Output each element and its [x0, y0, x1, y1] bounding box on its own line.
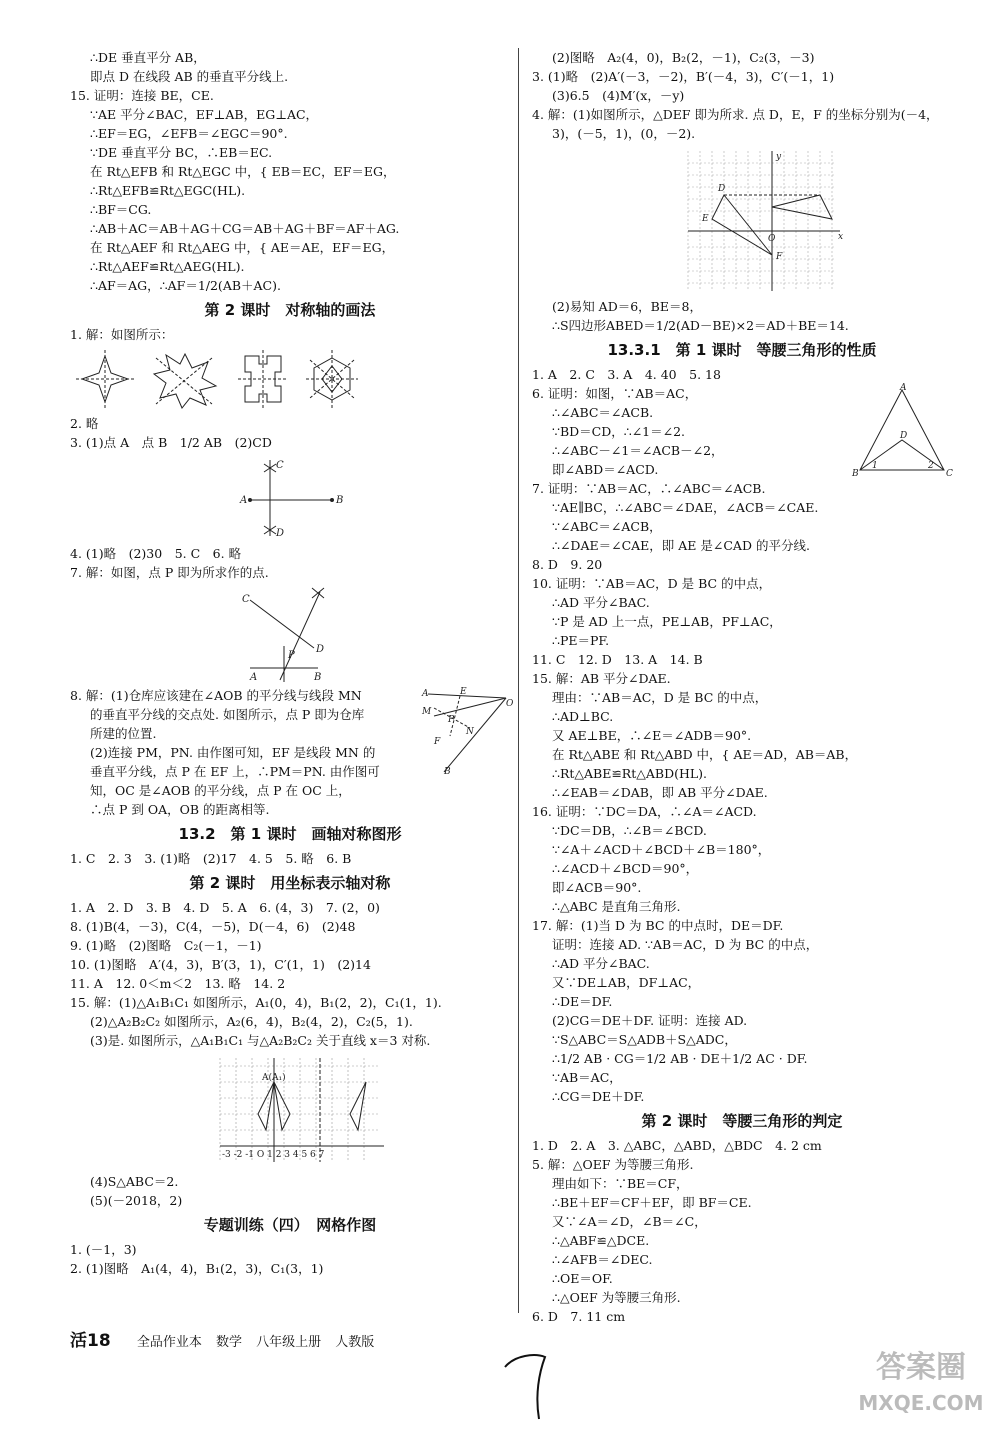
text-line: 垂直平分线，点 P 在 EF 上，∴PM＝PN. 由作图可 — [90, 764, 380, 779]
text-line: ∴AD 平分∠BAC. — [552, 956, 650, 971]
text-line: 1. A 2. C 3. A 4. 40 5. 18 — [532, 367, 721, 382]
text-line: 7. 解：如图，点 P 即为所求作的点. — [70, 565, 269, 580]
svg-text:B: B — [336, 495, 344, 506]
text-line: 8. (1)B(4，－3)，C(4，－5)，D(－4，6) (2)48 — [70, 919, 356, 934]
text-line: 10. 证明：∵AB＝AC，D 是 BC 的中点， — [532, 576, 772, 591]
watermark-text: 答案圈 — [876, 1350, 966, 1385]
text-line: ∵∠A＋∠ACD＋∠BCD＋∠B＝180°， — [552, 842, 771, 857]
text-line: (3)是. 如图所示，△A₁B₁C₁ 与△A₂B₂C₂ 关于直线 x＝3 对称. — [90, 1033, 431, 1048]
text-line: 4. (1)略 (2)30 5. C 6. 略 — [70, 546, 242, 561]
text-line: 7. 证明：∵AB＝AC，∴∠ABC＝∠ACB. — [532, 481, 766, 496]
text-line: (2)△A₂B₂C₂ 如图所示，A₂(6，4)，B₂(4，2)，C₂(5，1). — [90, 1014, 413, 1029]
svg-text:-3 -2 -1 O 1 2 3 4 5 6 7: -3 -2 -1 O 1 2 3 4 5 6 7 — [222, 1150, 325, 1160]
text-line: ∵DC＝DB，∴∠B＝∠BCD. — [552, 823, 707, 838]
svg-text:O: O — [506, 699, 514, 709]
svg-text:B: B — [852, 469, 859, 479]
text-line: ∵BD＝CD，∴∠1＝∠2. — [552, 424, 686, 439]
text-line: ∴EF＝EG，∠EFB＝∠EGC＝90°. — [90, 126, 288, 141]
svg-text:M: M — [422, 707, 432, 717]
text-line: ∴点 P 到 OA，OB 的距离相等. — [90, 802, 270, 817]
svg-text:A(A₁): A(A₁) — [262, 1073, 286, 1083]
text-line: 1. (－1，3) — [70, 1242, 137, 1257]
text-line: 3. (1)略 (2)A′(－3，－2)，B′(－4，3)，C′(－1，1) — [532, 69, 835, 84]
svg-text:O: O — [768, 234, 776, 244]
svg-text:N: N — [466, 727, 474, 737]
text-line: 在 Rt△AEF 和 Rt△AEG 中，{ AE＝AE，EF＝EG， — [90, 240, 395, 255]
text-line: ∴∠AFB＝∠DEC. — [552, 1252, 653, 1267]
svg-text:E: E — [702, 214, 709, 224]
text-line: 17. 解：(1)当 D 为 BC 的中点时，DE＝DF. — [532, 918, 784, 933]
text-line: 5. 解：△OEF 为等腰三角形. — [532, 1157, 694, 1172]
text-line: ∵AE∥BC，∴∠ABC＝∠DAE，∠ACB＝∠CAE. — [552, 500, 819, 515]
text-line: 即点 D 在线段 AB 的垂直平分线上. — [90, 69, 289, 84]
text-line: ∴△ABF≌△DCE. — [552, 1233, 650, 1248]
section-heading: 第 2 课时 对称轴的画法 — [204, 301, 376, 319]
text-line: ∵S△ABC＝S△ADB＋S△ADC， — [552, 1032, 737, 1047]
text-line: 又∵∠A＝∠D，∠B＝∠C， — [552, 1214, 707, 1229]
text-line: ∵AE 平分∠BAC，EF⊥AB，EG⊥AC， — [90, 107, 319, 122]
text-line: 9. (1)略 (2)图略 C₂(－1，－1) — [70, 938, 262, 953]
text-line: ∵DE 垂直平分 BC，∴EB＝EC. — [90, 145, 273, 160]
section-heading: 13.3.1 第 1 课时 等腰三角形的性质 — [607, 341, 877, 359]
text-line: 16. 证明：∵DC＝DA，∴∠A＝∠ACD. — [532, 804, 757, 819]
footer-item: 全品作业本 — [136, 1335, 202, 1350]
coordinate-grid-figure — [532, 147, 952, 293]
perpendicular-bisector-figure — [70, 456, 430, 540]
text-line: (2)易知 AD＝6，BE＝8， — [552, 299, 702, 314]
svg-text:C: C — [276, 460, 284, 471]
handwritten-mark — [495, 1345, 555, 1425]
text-line: 在 Rt△EFB 和 Rt△EGC 中，{ EB＝EC，EF＝EG， — [90, 164, 396, 179]
text-line: 又∵DE⊥AB，DF⊥AC， — [552, 975, 701, 990]
text-line: ∴∠ACD＋∠BCD＝90°， — [552, 861, 699, 876]
text-line: ∴Rt△EFB≌Rt△EGC(HL). — [90, 183, 246, 198]
svg-text:A: A — [240, 495, 248, 506]
left-column — [70, 48, 514, 1278]
text-line: 8. D 9. 20 — [532, 557, 603, 572]
svg-text:2: 2 — [928, 461, 934, 471]
page-number: 活18 — [70, 1331, 111, 1351]
text-line: (5)(－2018，2) — [90, 1193, 183, 1208]
text-line: ∵P 是 AD 上一点，PE⊥AB，PF⊥AC， — [552, 614, 782, 629]
text-line: (2)图略 A₂(4，0)，B₂(2，－1)，C₂(3，－3) — [552, 50, 815, 65]
svg-text:D: D — [276, 528, 285, 539]
text-line: 8. 解：(1)仓库应该建在∠AOB 的平分线与线段 MN — [70, 688, 362, 703]
text-line: ∴DE 垂直平分 AB， — [90, 50, 206, 65]
svg-text:A: A — [250, 672, 258, 683]
text-line: 3. (1)点 A 点 B 1/2 AB (2)CD — [70, 435, 272, 450]
text-line: 2. 略 — [70, 416, 99, 431]
svg-text:A: A — [422, 689, 429, 699]
text-line: 证明：连接 AD. ∵AB＝AC，D 为 BC 的中点， — [552, 937, 819, 952]
text-line: ∴OE＝OF. — [552, 1271, 613, 1286]
text-line: 1. C 2. 3 3. (1)略 (2)17 4. 5 5. 略 6. B — [70, 851, 352, 866]
svg-text:D: D — [900, 431, 908, 441]
text-line: (4)S△ABC＝2. — [90, 1174, 179, 1189]
section-heading: 第 2 课时 用坐标表示轴对称 — [189, 874, 391, 892]
right-column — [532, 48, 952, 1326]
text-line: 10. (1)图略 A′(4，3)，B′(3，1)，C′(1，1) (2)14 — [70, 957, 371, 972]
svg-text:C: C — [242, 594, 250, 605]
footer-item: 八年级上册 — [256, 1335, 322, 1350]
text-line: ∴△ABC 是直角三角形. — [552, 899, 681, 914]
text-line: 6. D 7. 11 cm — [532, 1309, 626, 1324]
text-line: 2. (1)图略 A₁(4，4)，B₁(2，3)，C₁(3，1) — [70, 1261, 324, 1276]
svg-text:A: A — [900, 383, 907, 393]
text-line: ∴CG＝DE＋DF. — [552, 1089, 645, 1104]
text-line: ∴Rt△ABE≌Rt△ABD(HL). — [552, 766, 708, 781]
svg-text:F: F — [776, 252, 783, 262]
text-line: 3)，(－5，1)，(0，－2). — [552, 126, 696, 141]
svg-text:D: D — [316, 644, 325, 655]
text-line: 15. 解：(1)△A₁B₁C₁ 如图所示，A₁(0，4)，B₁(2，2)，C₁(1，1). — [70, 995, 442, 1010]
svg-text:y: y — [776, 152, 782, 162]
text-line: 即∠ABD＝∠ACD. — [552, 462, 659, 477]
grid-symmetry-figure — [70, 1054, 430, 1168]
text-line: ∴BF＝CG. — [90, 202, 152, 217]
text-line: 理由如下：∵BE＝CF， — [552, 1176, 689, 1191]
svg-text:D: D — [718, 184, 726, 194]
text-line: 15. 解：AB 平分∠DAE. — [532, 671, 671, 686]
text-line: 1. A 2. D 3. B 4. D 5. A 6. (4，3) 7. (2，0) — [70, 900, 380, 915]
text-line: (2)CG＝DE＋DF. 证明：连接 AD. — [552, 1013, 748, 1028]
text-line: (2)连接 PM，PN. 由作图可知，EF 是线段 MN 的 — [90, 745, 376, 760]
svg-text:1: 1 — [872, 461, 878, 471]
text-line: 的垂直平分线的交点处. 如图所示，点 P 即为仓库 — [90, 707, 365, 722]
svg-text:x: x — [838, 232, 844, 242]
text-line: ∴AD⊥BC. — [552, 709, 614, 724]
text-line: 知，OC 是∠AOB 的平分线，点 P 在 OC 上， — [90, 783, 351, 798]
symmetry-figures — [70, 348, 430, 410]
text-line: 4. 解：(1)如图所示，△DEF 即为所求. 点 D，E，F 的坐标分别为(－4， — [532, 107, 939, 122]
svg-text:B: B — [444, 767, 451, 777]
svg-text:P: P — [288, 650, 295, 661]
text-line: ∴AD 平分∠BAC. — [552, 595, 650, 610]
text-line: ∴∠ABC＝∠ACB. — [552, 405, 654, 420]
text-line: ∴∠ABC－∠1＝∠ACB－∠2， — [552, 443, 724, 458]
page-footer — [70, 1326, 384, 1351]
text-line: ∴Rt△AEF≌Rt△AEG(HL). — [90, 259, 245, 274]
text-line: ∴∠EAB＝∠DAB，即 AB 平分∠DAE. — [552, 785, 768, 800]
text-line: 6. 证明：如图，∵AB＝AC， — [532, 386, 698, 401]
text-line: ∴S四边形ABED＝1/2(AD－BE)×2＝AD＋BE＝14. — [552, 318, 849, 333]
text-line: 15. 证明：连接 BE，CE. — [70, 88, 214, 103]
isosceles-triangle-figure — [852, 384, 952, 478]
text-line: 又 AE⊥BE，∴∠E＝∠ADB＝90°. — [552, 728, 752, 743]
text-line: ∵AB＝AC， — [552, 1070, 622, 1085]
warehouse-angle-figure — [420, 686, 512, 776]
text-line: ∴AB＋AC＝AB＋AG＋CG＝AB＋AG＋BF＝AF＋AG. — [90, 221, 400, 236]
section-heading: 专题训练（四） 网格作图 — [203, 1216, 377, 1234]
svg-text:C: C — [946, 469, 953, 479]
text-line: 11. C 12. D 13. A 14. B — [532, 652, 703, 667]
text-line: 所建的位置. — [90, 726, 157, 741]
svg-text:E: E — [460, 687, 467, 697]
svg-text:P: P — [448, 715, 455, 725]
text-line: ∴△OEF 为等腰三角形. — [552, 1290, 681, 1305]
text-line: ∴PE＝PF. — [552, 633, 610, 648]
column-divider — [518, 48, 519, 1313]
footer-item: 人教版 — [335, 1335, 375, 1350]
svg-text:F: F — [434, 737, 441, 747]
text-line: ∴DE＝DF. — [552, 994, 613, 1009]
section-heading: 13.2 第 1 课时 画轴对称图形 — [178, 825, 402, 843]
watermark-logo — [856, 1346, 986, 1426]
text-line: 在 Rt△ABE 和 Rt△ABD 中，{ AE＝AD，AB＝AB， — [552, 747, 858, 762]
point-p-construction-figure — [70, 586, 430, 682]
svg-text:B: B — [314, 672, 322, 683]
footer-item: 数学 — [215, 1335, 242, 1350]
text-line: 11. A 12. 0＜m＜2 13. 略 14. 2 — [70, 976, 286, 991]
text-line: ∴∠DAE＝∠CAE，即 AE 是∠CAD 的平分线. — [552, 538, 810, 553]
text-line: 1. D 2. A 3. △ABC，△ABD，△BDC 4. 2 cm — [532, 1138, 822, 1153]
text-line: 即∠ACB＝90°. — [552, 880, 642, 895]
text-line: ∴1/2 AB · CG＝1/2 AB · DE＋1/2 AC · DF. — [552, 1051, 808, 1066]
section-heading: 第 2 课时 等腰三角形的判定 — [641, 1112, 843, 1130]
text-line: ∵∠ABC＝∠ACB， — [552, 519, 662, 534]
text-line: ∴BE＋EF＝CF＋EF，即 BF＝CE. — [552, 1195, 752, 1210]
text-line: 1. 解：如图所示： — [70, 327, 174, 342]
text-line: 理由：∵AB＝AC，D 是 BC 的中点， — [552, 690, 768, 705]
text-line: (3)6.5 (4)M′(x，－y) — [552, 88, 685, 103]
text-line: ∴AF＝AG，∴AF＝1/2(AB＋AC). — [90, 278, 281, 293]
watermark-url: MXQE.COM — [858, 1391, 984, 1415]
